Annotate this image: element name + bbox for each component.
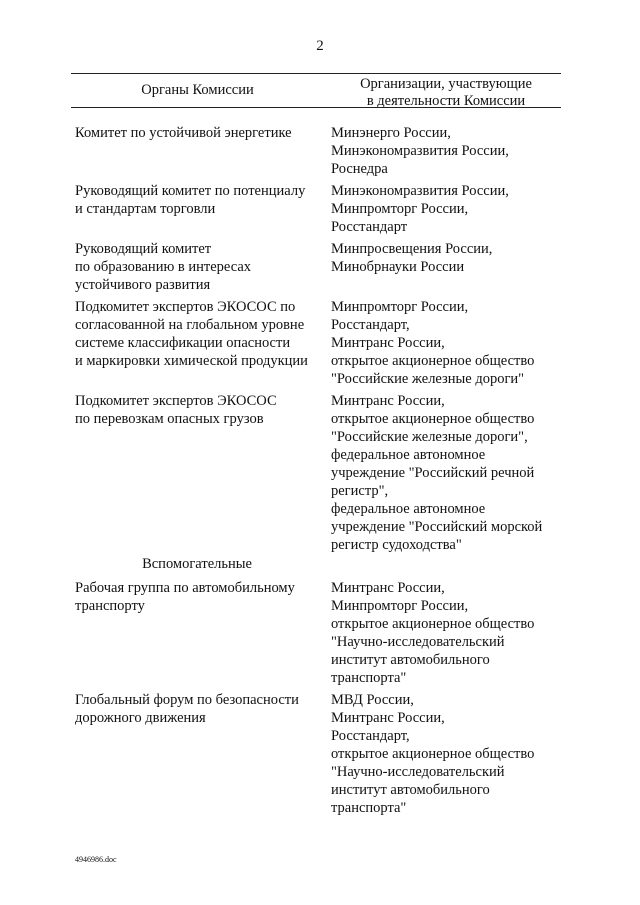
organ-line: дорожного движения <box>75 710 206 726</box>
participating-organizations <box>331 691 571 817</box>
organ-line: по перевозкам опасных грузов <box>75 411 264 427</box>
organ-line: по образованию в интересах <box>75 259 252 275</box>
table-top-rule <box>71 73 561 74</box>
organization-line: Росстандарт, <box>331 728 410 744</box>
participating-organizations <box>331 579 571 687</box>
header-col2-line: в деятельности Комиссии <box>366 93 526 109</box>
table-header-rule <box>71 107 561 108</box>
organization-line: открытое акционерное общество <box>331 353 535 369</box>
commission-organ <box>75 579 327 615</box>
organization-line: учреждение "Российский речной <box>331 465 535 481</box>
organization-line: Минэнерго России, <box>331 125 451 141</box>
organization-line: "Российские железные дороги", <box>331 429 528 445</box>
organization-line: открытое акционерное общество <box>331 411 535 427</box>
organ-line: и маркировки химической продукции <box>75 353 308 369</box>
header-col2-line: Организации, участвующие <box>360 76 532 92</box>
commission-organ <box>75 298 327 370</box>
organization-line: Минпросвещения России, <box>331 241 493 257</box>
organization-line: институт автомобильного <box>331 652 490 668</box>
document-file-name: 4946986.doc <box>75 855 117 864</box>
organization-line: Минпромторг России, <box>331 299 469 315</box>
organization-line: Минэкономразвития России, <box>331 143 509 159</box>
organization-line: Роснедра <box>331 161 388 177</box>
organ-line: Комитет по устойчивой энергетике <box>75 125 292 141</box>
organ-line: согласованной на глобальном уровне <box>75 317 305 333</box>
organ-line: устойчивого развития <box>75 277 211 293</box>
header-col-organs: Органы Комиссии <box>141 82 254 98</box>
organization-line: федеральное автономное <box>331 447 486 463</box>
commission-organ <box>75 182 327 218</box>
commission-organ <box>75 392 327 428</box>
organization-line: Росстандарт, <box>331 317 410 333</box>
organization-line: федеральное автономное <box>331 501 486 517</box>
commission-organ <box>75 124 327 142</box>
organization-line: Минпромторг России, <box>331 201 469 217</box>
header-col-organizations <box>331 76 561 110</box>
organization-line: Минтранс России, <box>331 710 445 726</box>
organization-line: транспорта" <box>331 800 407 816</box>
organization-line: институт автомобильного <box>331 782 490 798</box>
organization-line: "Российские железные дороги" <box>331 371 525 387</box>
organization-line: Минтранс России, <box>331 393 445 409</box>
organization-line: Минобрнауки России <box>331 259 465 275</box>
commission-organ <box>75 240 327 294</box>
organ-line: Глобальный форум по безопасности <box>75 692 299 708</box>
organization-line: Минтранс России, <box>331 580 445 596</box>
organization-line: Минэкономразвития России, <box>331 183 509 199</box>
participating-organizations <box>331 124 571 178</box>
organization-line: Минпромторг России, <box>331 598 469 614</box>
organ-line: Руководящий комитет <box>75 241 212 257</box>
organization-line: регистр судоходства" <box>331 537 462 553</box>
organ-line: Подкомитет экспертов ЭКОСОС по <box>75 299 296 315</box>
participating-organizations <box>331 392 571 554</box>
organization-line: Минтранс России, <box>331 335 445 351</box>
organ-line: Руководящий комитет по потенциалу <box>75 183 306 199</box>
page-number: 2 <box>316 38 324 54</box>
organ-line: Подкомитет экспертов ЭКОСОС <box>75 393 277 409</box>
organization-line: открытое акционерное общество <box>331 746 535 762</box>
organ-line: системе классификации опасности <box>75 335 291 351</box>
commission-organ <box>75 691 327 727</box>
participating-organizations <box>331 240 571 276</box>
organ-line: Рабочая группа по автомобильному <box>75 580 295 596</box>
organization-line: учреждение "Российский морской <box>331 519 543 535</box>
organization-line: МВД России, <box>331 692 414 708</box>
organ-line: и стандартам торговли <box>75 201 216 217</box>
organ-line: транспорту <box>75 598 145 614</box>
organization-line: "Научно-исследовательский <box>331 764 505 780</box>
organization-line: транспорта" <box>331 670 407 686</box>
organization-line: открытое акционерное общество <box>331 616 535 632</box>
organization-line: "Научно-исследовательский <box>331 634 505 650</box>
organization-line: регистр", <box>331 483 389 499</box>
participating-organizations <box>331 182 571 236</box>
participating-organizations <box>331 298 571 388</box>
section-title: Вспомогательные <box>142 556 252 572</box>
organization-line: Росстандарт <box>331 219 408 235</box>
